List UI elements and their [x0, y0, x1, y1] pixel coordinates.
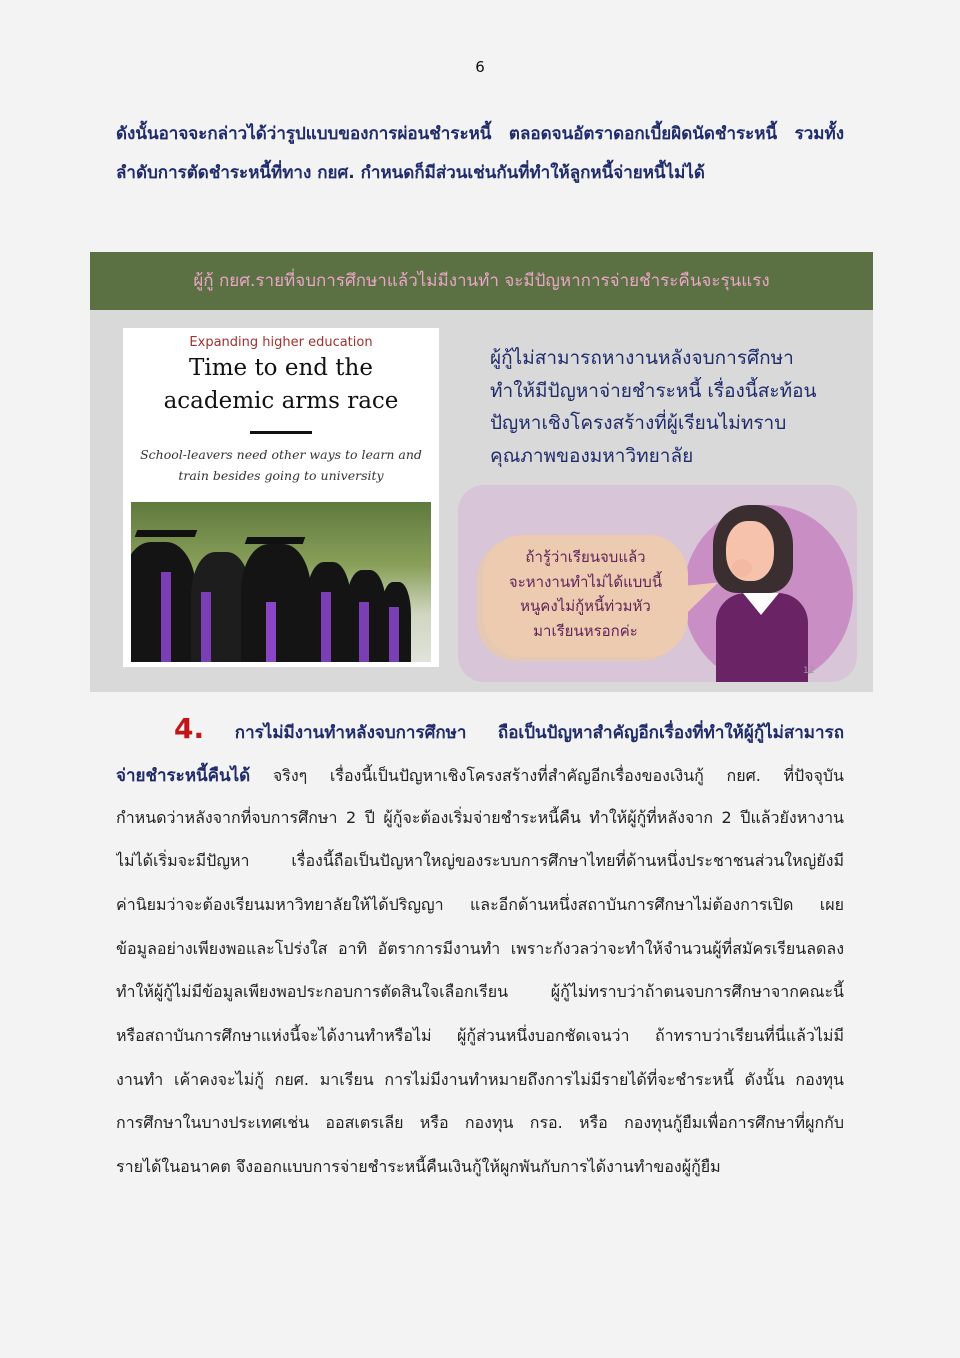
graduates-photo	[131, 502, 431, 662]
bubble-line: หนูคงไม่กู้หนี้ท่วมหัว	[520, 597, 651, 615]
article-kicker: Expanding higher education	[189, 335, 373, 350]
slide-number: 12	[803, 666, 815, 676]
body-line: การศึกษาในบางประเทศเช่น ออสเตรเลีย หรือ กองทุน กรอ. หรือ กองทุนกู้ยืมเพื่อการศึกษาที่ผูกกับ	[116, 1113, 844, 1132]
body-line: ค่านิยมว่าจะต้องเรียนมหาวิทยาลัยให้ได้ปริญญา และอีกด้านหนึ่งสถาบันการศึกษาไม่ต้องการเปิด เผย	[116, 895, 844, 914]
slide-text-line: ทำให้มีปัญหาจ่ายชำระหนี้ เรื่องนี้สะท้อน	[490, 379, 817, 402]
body-line: ทำให้ผู้กู้ไม่มีข้อมูลเพียงพอประกอบการตัดสินใจเลือกเรียน ผู้กู้ไม่ทราบว่าถ้าตนจบการศึกษาจากคณะนี้	[116, 982, 844, 1001]
article-card	[123, 328, 439, 667]
page-number: 6	[475, 58, 485, 76]
slide-body-text	[490, 342, 817, 472]
body-line: หรือสถาบันการศึกษาแห่งนี้จะได้งานทำหรือไม่ ผู้กู้ส่วนหนึ่งบอกชัดเจนว่า ถ้าทราบว่าเรียนที่นี่แล้วไม่มี	[116, 1026, 844, 1045]
body-line: งานทำ เค้าคงจะไม่กู้ กยศ. มาเรียน การไม่มีงานทำหมายถึงการไม่มีรายได้ที่จะชำระหนี้ ดังนั้น กองทุน	[116, 1070, 844, 1089]
section-4-line-2	[116, 762, 844, 789]
section-4-heading	[174, 712, 844, 746]
section-number: 4.	[174, 712, 205, 745]
article-subtitle-line: train besides going to university	[178, 468, 384, 483]
slide-text-line: คุณภาพของมหาวิทยาลัย	[490, 444, 694, 467]
intro-line-1: ดังนั้นอาจจะกล่าวได้ว่ารูปแบบของการผ่อนชำระหนี้ ตลอดจนอัตราดอกเบี้ยผิดนัดชำระหนี้ รวมทั้ง	[116, 124, 844, 144]
article-title-line: Time to end the	[189, 355, 373, 381]
bubble-line: มาเรียนหรอกค่ะ	[533, 621, 638, 640]
section-heading-line-1: การไม่มีงานทำหลังจบการศึกษา ถือเป็นปัญหาสำคัญอีกเรื่องที่ทำให้ผู้กู้ไม่สามารถ	[234, 723, 844, 743]
body-line: รายได้ในอนาคต จึงออกแบบการจ่ายชำระหนี้คืนเงินกู้ให้ผูกพันกับการได้งานทำของผู้กู้ยืม	[116, 1157, 721, 1176]
article-title	[123, 352, 439, 418]
slide-text-line: ปัญหาเชิงโครงสร้างที่ผู้เรียนไม่ทราบ	[490, 412, 787, 434]
intro-line-2: ลำดับการตัดชำระหนี้ที่ทาง กยศ. กำหนดก็มีส่วนเช่นกันที่ทำให้ลูกหนี้จ่ายหนี้ไม่ได้	[116, 163, 705, 183]
speech-bubble-text	[483, 545, 688, 643]
article-subtitle	[123, 444, 439, 486]
body-line: ข้อมูลอย่างเพียงพอและโปร่งใส อาทิ อัตราการมีงานทำ เพราะกังวลว่าจะทำให้จำนวนผู้ที่สมัครเรียนลดลง	[116, 939, 844, 958]
slide-text-line: ผู้กู้ไม่สามารถหางานหลังจบการศึกษา	[490, 347, 794, 369]
body-line: กำหนดว่าหลังจากที่จบการศึกษา 2 ปี ผู้กู้จะต้องเริ่มจ่ายชำระหนี้คืน ทำให้ผู้กู้ที่หลังจาก 2 ปีแล้วยังหางาน	[116, 808, 844, 827]
illustration-panel	[458, 485, 857, 682]
body-line: ไม่ได้เริ่มจะมีปัญหา เรื่องนี้ถือเป็นปัญหาใหญ่ของระบบการศึกษาไทยที่ด้านหนึ่งประชาชนส่วนใหญ่ยังมี	[116, 851, 844, 870]
woman-hand	[732, 559, 752, 577]
article-rule	[250, 431, 312, 434]
slide-image	[90, 252, 873, 692]
body-text: จริงๆ เรื่องนี้เป็นปัญหาเชิงโครงสร้างที่สำคัญอีกเรื่องของเงินกู้ กยศ. ที่ปัจจุบัน	[250, 766, 844, 785]
bubble-line: จะหางานทำไม่ได้แบบนี้	[508, 572, 663, 591]
slide-header: ผู้กู้ กยศ.รายที่จบการศึกษาแล้วไม่มีงานทำ จะมีปัญหาการจ่ายชำระคืนจะรุนแรง	[90, 252, 873, 310]
article-title-line: academic arms race	[163, 388, 399, 414]
section-heading-bold: จ่ายชำระหนี้คืนได้	[116, 766, 251, 786]
article-subtitle-line: School-leavers need other ways to learn and	[140, 447, 422, 462]
bubble-line: ถ้ารู้ว่าเรียนจบแล้ว	[525, 548, 646, 566]
